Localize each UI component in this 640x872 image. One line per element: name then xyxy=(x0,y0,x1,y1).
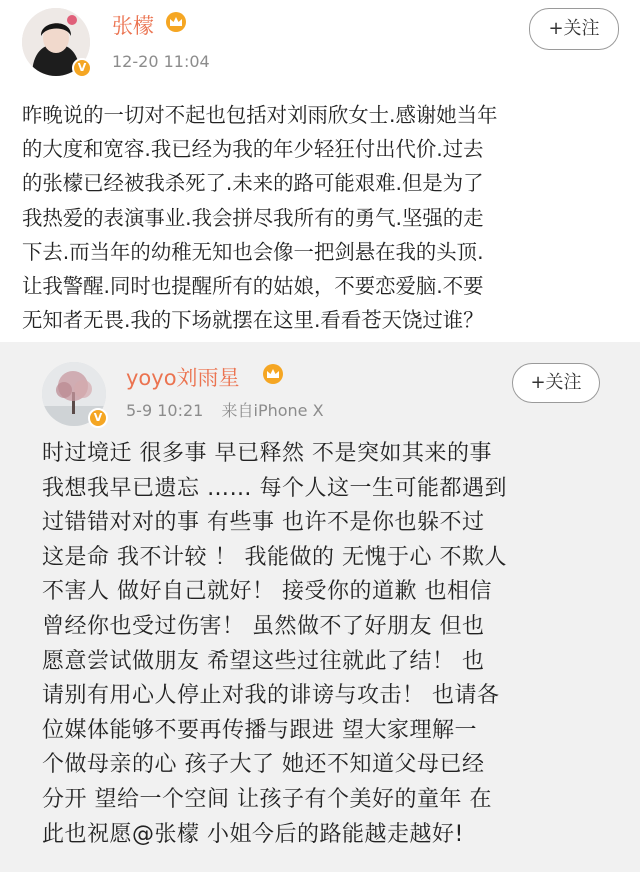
quoted-body-line: 个做母亲的心 孩子大了 她还不知道父母已经 xyxy=(42,752,485,778)
quoted-body-line: 位媒体能够不要再传播与跟进 望大家理解一 xyxy=(42,717,477,743)
quoted-author-name[interactable]: yoyo刘雨星 xyxy=(126,366,240,390)
post-body-line: 昨晚说的一切对不起也包括对刘雨欣女士.感谢她当年 xyxy=(22,103,498,127)
quoted-body-line: 这是命 我不计较 ！ 我能做的 无愧于心 不欺人 xyxy=(42,544,507,570)
verified-badge-icon: V xyxy=(72,58,92,78)
post-body-line: 我热爱的表演事业.我会拼尽我所有的勇气.坚强的走 xyxy=(22,205,484,230)
quoted-body-line: 我想我早已遗忘 …… 每个人这一生可能都遇到 xyxy=(42,475,507,501)
post-body-line: 下去.而当年的幼稚无知也会像一把剑悬在我的头顶. xyxy=(22,239,484,264)
post-body-line: 的张檬已经被我杀死了.未来的路可能艰难.但是为了 xyxy=(22,171,484,196)
quoted-body-last-line xyxy=(42,818,632,853)
post-timestamp: 12-20 11:04 xyxy=(112,52,210,71)
post-body-line: 的大度和宽容.我已经为我的年少轻狂付出代价.过去 xyxy=(22,137,484,162)
quoted-body-line: 曾经你也受过伤害！ 虽然做不了好朋友 但也 xyxy=(42,613,485,639)
quoted-post-meta xyxy=(126,398,324,421)
quoted-body-line: 请别有用心人停止对我的诽谤与攻击！ 也请各 xyxy=(42,683,500,709)
vip-crown-icon xyxy=(165,12,187,32)
mention-link[interactable]: @张檬 xyxy=(132,821,200,847)
quoted-body-line: 愿意尝试做朋友 希望这些过往就此了结！ 也 xyxy=(42,648,485,674)
quoted-post-body xyxy=(42,437,632,852)
quoted-follow-button[interactable]: +关注 xyxy=(512,363,600,403)
quoted-body-line: 时过境迁 很多事 早已释然 不是突如其来的事 xyxy=(42,441,492,466)
quoted-body-line: 过错错对对的事 有些事 也许不是你也躲不过 xyxy=(42,510,485,536)
follow-button[interactable]: +关注 xyxy=(529,8,619,50)
last-line-suffix: 小姐今后的路能越走越好! xyxy=(199,821,464,847)
last-line-prefix: 此也祝愿 xyxy=(42,821,133,847)
post-body xyxy=(22,98,622,337)
quoted-post-source: 来自iPhone X xyxy=(221,401,324,420)
quoted-post-timestamp: 5-9 10:21 xyxy=(126,401,204,420)
author-name[interactable]: 张檬 xyxy=(112,14,154,38)
post-body-line: 无知者无畏.我的下场就摆在这里.看看苍天饶过谁？ xyxy=(22,308,484,333)
quoted-vip-crown-icon xyxy=(262,364,284,384)
quoted-body-line: 不害人 做好自己就好！ 接受你的道歉 也相信 xyxy=(42,579,492,605)
quoted-verified-badge-icon: V xyxy=(88,408,108,428)
post-body-line: 让我警醒.同时也提醒所有的姑娘，不要恋爱脑.不要 xyxy=(22,274,484,299)
quoted-body-line: 分开 望给一个空间 让孩子有个美好的童年 在 xyxy=(42,786,492,812)
